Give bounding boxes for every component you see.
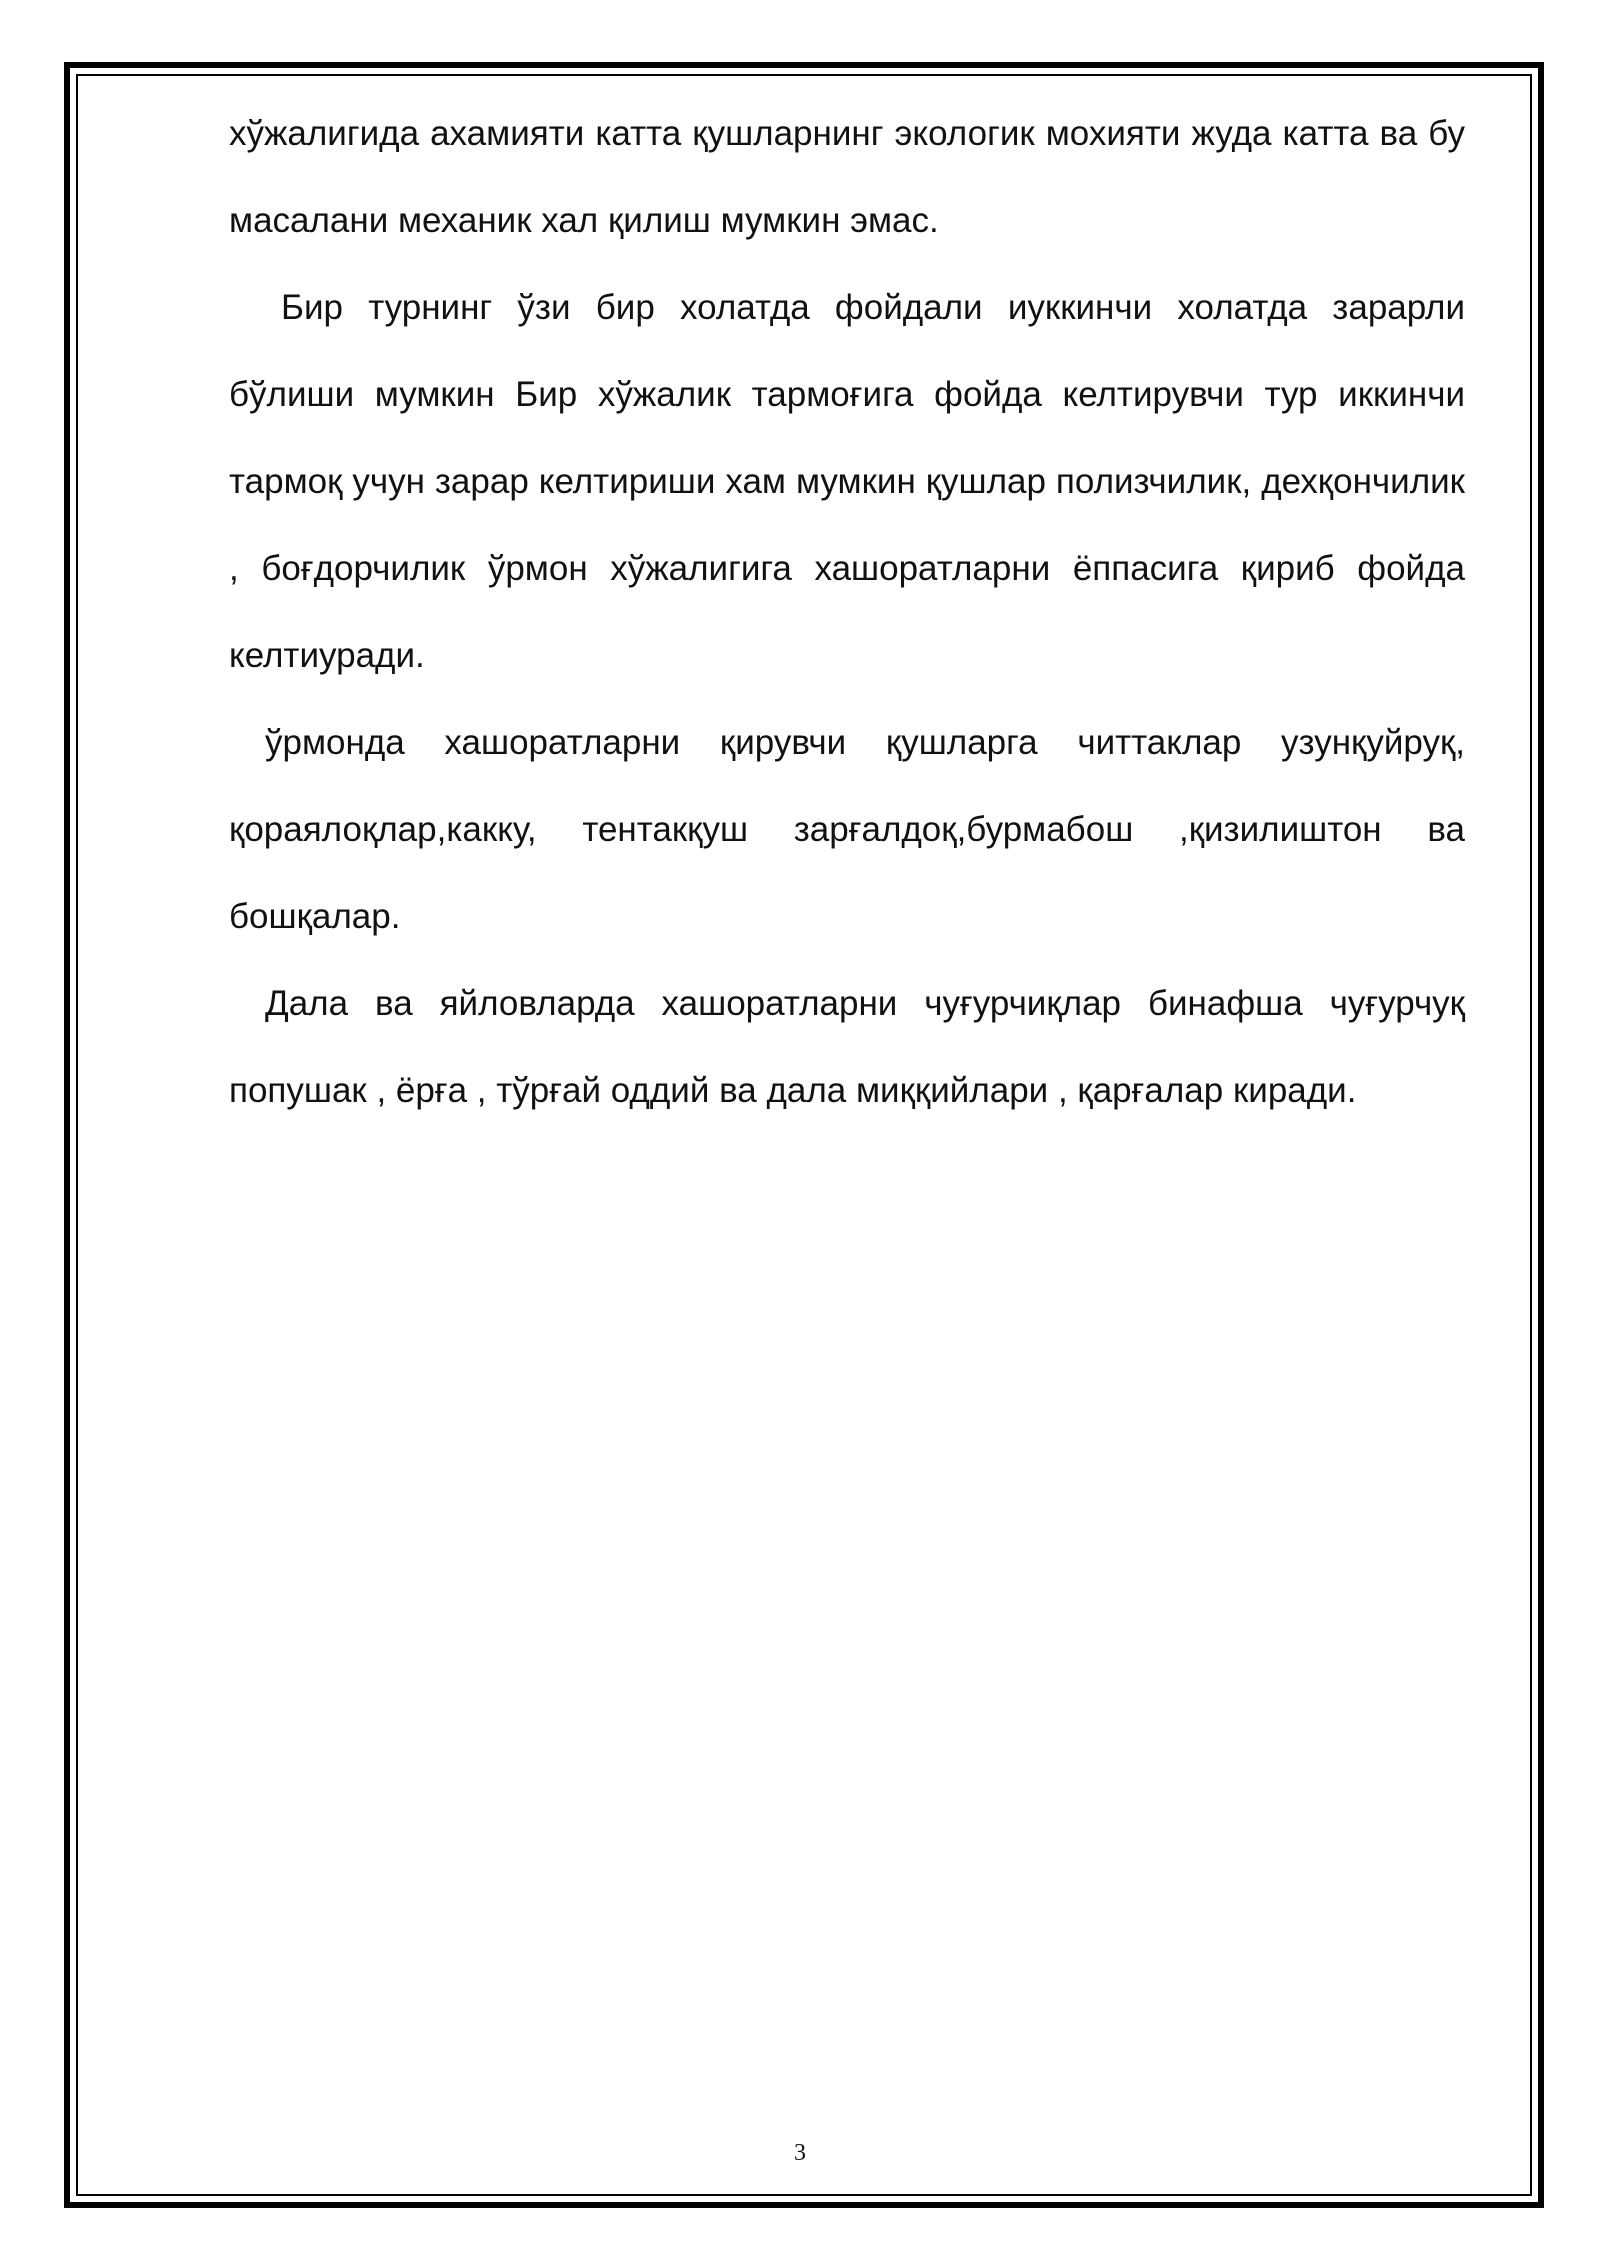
paragraph-3: ўрмонда хашоратларни қирувчи қушларга читтаклар узунқуйруқ, қораялоқлар,какку, тентакқуш зарғалдоқ,бурмабош ,қизилиштон ва бошқалар. (229, 723, 1465, 936)
paragraph-2: Бир турнинг ўзи бир холатда фойдали иуккинчи холатда зарарли бўлиши мумкин Бир хўжалик тармоғига фойда келтирувчи тур иккинчи тармоқ учун зарар келтириши хам мумкин қушлар полизчилик, дехқончилик , боғдорчилик ўрмон хўжалигига хашоратларни ёппасига қириб фойда келтиуради. (229, 288, 1465, 675)
document-body (229, 90, 1465, 1134)
paragraph-4: Дала ва яйловларда хашоратларни чуғурчиқлар бинафша чуғурчуқ попушак , ёрға , тўрғай оддий ва дала миққийлари , қарғалар киради. (229, 984, 1465, 1110)
paragraph-1: хўжалигида ахамияти катта қушларнинг экологик мохияти жуда катта ва бу масалани механик хал қилиш мумкин эмас. (229, 114, 1465, 240)
page-number: 3 (794, 2140, 806, 2166)
